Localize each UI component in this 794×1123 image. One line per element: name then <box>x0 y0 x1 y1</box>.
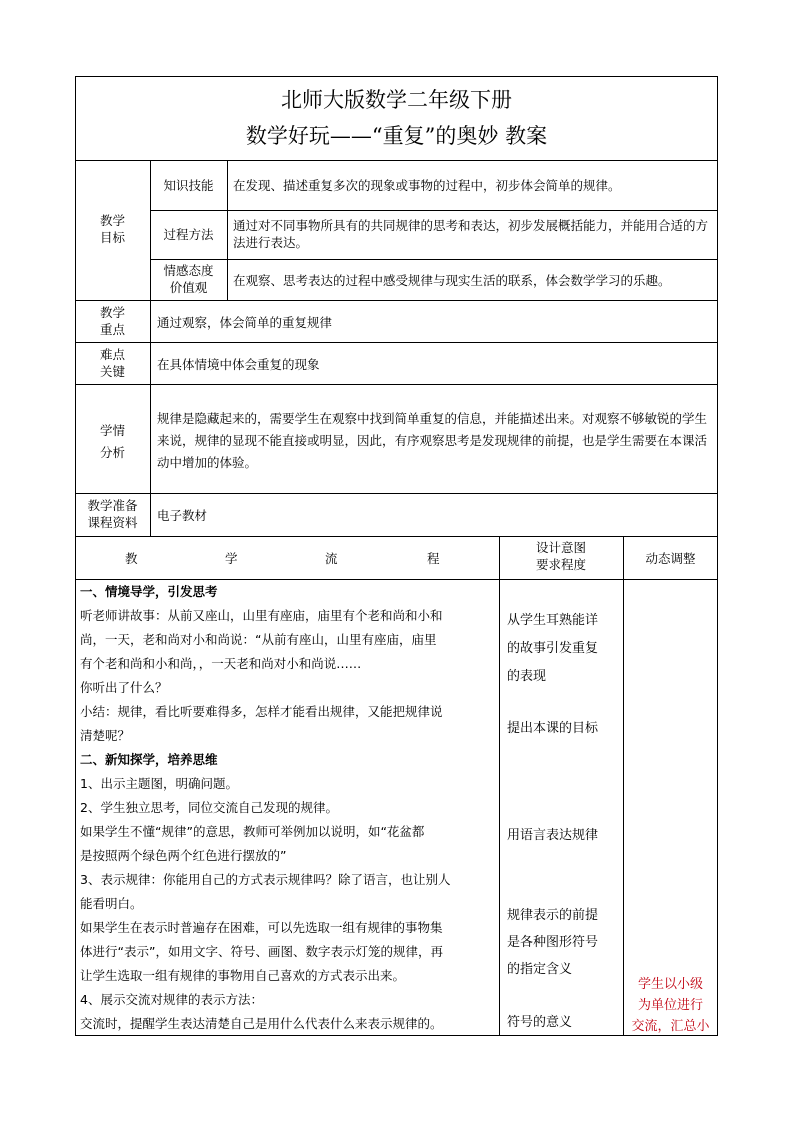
process-line: 交流时，提醒学生表达清楚自己是用什么代表什么来表示规律的。 <box>80 1016 443 1031</box>
process-line: 清楚呢？ <box>80 728 131 743</box>
objective-label-attitude: 情感态度 价值观 <box>163 263 214 295</box>
analysis-content: 规律是隐藏起来的，需要学生在观察中找到简单重复的信息，并能描述出来。对观察不够敏锐的学生来说，规律的显现不能直接或明显，因此，有序观察思考是发现规律的前提，也是学生需要在本课活动中增加的体验。 <box>157 411 708 470</box>
difficulties-content: 在具体情境中体会重复的现象 <box>157 357 320 372</box>
objective-content-attitude: 在观察、思考表达的过程中感受规律与现实生活的联系，体会数学学习的乐趣。 <box>233 273 671 288</box>
analysis-label: 学情 分析 <box>99 423 125 460</box>
process-line: 小结：规律，看比听要难得多，怎样才能看出规律，又能把规律说 <box>80 704 443 719</box>
process-header-char-4: 程 <box>427 551 440 566</box>
preparation-label: 教学准备 课程资料 <box>87 498 138 530</box>
process-line: 尚，一天，老和尚对小和尚说：“从前有座山，山里有座庙，庙里 <box>80 632 437 647</box>
objectives-header: 教学 目标 <box>99 213 125 245</box>
process-line: 体进行“表示”，如用文字、符号、画图、数字表示灯笼的规律，再 <box>80 944 443 959</box>
process-line: 能看明白。 <box>80 896 143 911</box>
difficulties-label: 难点 关键 <box>99 347 125 379</box>
adjust-note: 学生以小级 <box>637 977 703 992</box>
dynamic-adjust-header: 动态调整 <box>645 551 696 566</box>
process-body <box>75 580 499 1036</box>
design-note: 符号的意义 <box>507 1015 573 1030</box>
process-header-char-1: 教 <box>125 551 138 566</box>
process-line: 如果学生不懂“规律”的意思，教师可举例加以说明，如“花盆都 <box>80 824 425 839</box>
lesson-plan-table <box>75 76 718 1036</box>
process-line: 1、出示主题图，明确问题。 <box>80 776 238 791</box>
process-line: 4、展示交流对规律的表示方法： <box>80 992 263 1007</box>
adjust-note: 为单位进行 <box>637 998 703 1013</box>
process-line: 3、表示规律：你能用自己的方式表示规律吗？除了语言，也让别人 <box>80 872 451 887</box>
design-note: 规律表示的前提 <box>507 908 599 923</box>
process-header-char-2: 学 <box>225 551 238 566</box>
section-heading: 二、新知探学，培养思维 <box>80 752 218 767</box>
design-note: 是各种图形符号 <box>507 935 599 950</box>
process-header-char-3: 流 <box>325 551 338 566</box>
design-note: 用语言表达规律 <box>507 828 599 843</box>
process-line: 是按照两个绿色两个红色进行摆放的” <box>80 848 287 863</box>
objective-content-process: 通过对不同事物所具有的共同规律的思考和表达，初步发展概括能力，并能用合适的方法进行表达。 <box>233 218 709 250</box>
design-note: 的故事引发重复 <box>507 641 599 656</box>
design-note: 的指定含义 <box>507 962 573 977</box>
objective-label-process: 过程方法 <box>163 227 214 242</box>
process-line: 有个老和尚和小和尚，，一天老和尚对小和尚说…… <box>80 656 362 671</box>
key-points-label: 教学 重点 <box>99 305 125 337</box>
design-note: 的表现 <box>507 669 547 684</box>
design-note: 提出本课的目标 <box>507 721 599 736</box>
process-line: 你听出了什么？ <box>80 680 168 695</box>
objective-content-knowledge: 在发现、描述重复多次的现象或事物的过程中，初步体会简单的规律。 <box>233 178 621 193</box>
key-points-content: 通过观察，体会简单的重复规律 <box>157 315 333 330</box>
process-line: 让学生选取一组有规律的事物用自己喜欢的方式表示出来。 <box>80 968 406 983</box>
title-line-1: 北师大版数学二年级下册 <box>281 88 512 112</box>
process-line: 听老师讲故事：从前又座山，山里有座庙，庙里有个老和尚和小和 <box>80 608 443 623</box>
design-note: 从学生耳熟能详 <box>507 613 599 628</box>
title-line-2: 数学好玩——“重复”的奥妙 教案 <box>245 124 548 148</box>
process-line: 如果学生在表示时普遍存在困难，可以先选取一组有规律的事物集 <box>80 920 443 935</box>
adjust-note: 交流，汇总小 <box>631 1019 710 1034</box>
section-heading: 一、情境导学，引发思考 <box>80 584 218 599</box>
preparation-content: 电子教材 <box>157 508 208 523</box>
process-line: 2、学生独立思考，同位交流自己发现的规律。 <box>80 800 338 815</box>
objective-label-knowledge: 知识技能 <box>163 178 214 193</box>
design-intent-header: 设计意图 要求程度 <box>535 540 586 572</box>
